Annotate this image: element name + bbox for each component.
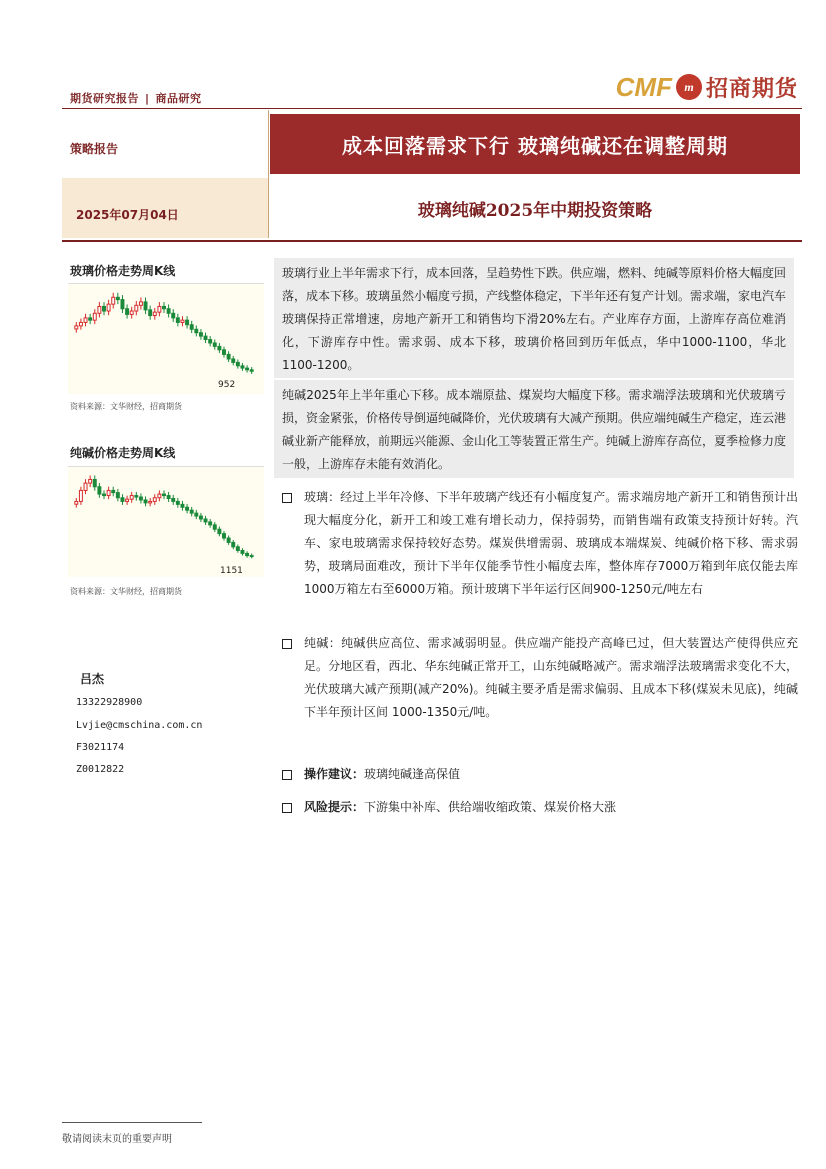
soda-chart [68,466,264,577]
soda-candle-body [213,525,216,529]
soda-candle-body [167,496,170,499]
soda-candle-body [204,519,207,522]
soda-candle-body [130,496,133,500]
author-name: 吕杰 [80,672,105,686]
risk-label: 风险提示： [304,800,365,814]
glass-candle-body [93,313,96,320]
soda-candle-body [199,516,202,519]
glass-candle-body [107,304,110,311]
soda-candle-body [107,490,110,495]
soda-chart-title: 纯碱价格走势周K线 [70,446,176,460]
report-subtitle: 玻璃纯碱2025年中期投资策略 [417,200,653,221]
bullet-soda-text: 纯碱：纯碱供应高位、需求减弱明显。供应端产能投产高峰已过，但大装置达产使得供应充足。分地区看，西北、华东纯碱正常开工，山东纯碱略减产。需求端浮法玻璃需求变化不大，光伏玻璃大减产预期(减产20%)。纯碱主要矛盾是需求偏弱、且成本下移(煤炭未见底)，纯碱下半年预计区间 1000-1350元/吨。 [304,636,798,719]
glass-candle-body [89,318,92,320]
company-logo [616,70,798,104]
soda-candle-body [135,496,138,497]
title-bottom-rule [62,240,802,242]
report-tag: 策略报告 [70,142,119,156]
soda-candle-body [181,504,184,507]
risk-warning [304,796,798,819]
soda-candle-body [153,498,156,502]
glass-candlestick-chart [68,284,264,394]
soda-candle-body [195,513,198,516]
glass-chart-source: 资料来源：文华财经，招商期货 [70,402,182,411]
report-type-header [70,90,202,106]
logo-badge-icon: m [676,74,702,100]
risk-text: 下游集中补库、供给端收缩政策、煤炭价格大涨 [364,800,617,814]
operation-text: 玻璃纯碱逢高保值 [364,767,461,781]
soda-candle-body [218,529,221,533]
glass-candle-body [112,297,115,304]
glass-candle-body [181,320,184,322]
logo-cmf: CMF [615,71,672,102]
soda-candle-body [103,494,106,495]
glass-candle-body [121,300,124,309]
operation-label: 操作建议： [304,767,365,781]
soda-candle-body [116,493,119,498]
glass-candle-body [209,340,212,343]
checkbox-icon [282,639,292,649]
soda-candle-body [112,490,115,492]
soda-candle-body [126,499,129,501]
bullet-risk [282,796,798,820]
soda-candle-body [246,553,249,555]
soda-candle-body [232,542,235,546]
title-divider [268,110,269,238]
author-email[interactable]: Lvjie@cmschina.com.cn [76,720,203,731]
soda-candle-body [98,487,101,494]
soda-candle-body [236,547,239,551]
bullet-operation [282,763,798,787]
soda-last-price-label: 1151 [220,566,243,576]
glass-candle-body [213,343,216,346]
glass-candle-body [126,309,129,315]
bullet-glass [282,486,798,626]
glass-candle-body [241,366,244,368]
glass-candle-body [98,306,101,313]
soda-candle-body [176,501,179,504]
bullet-soda [282,632,798,752]
author-license-f: F3021174 [76,742,125,753]
glass-candle-body [79,322,82,325]
summary-glass: 玻璃行业上半年需求下行，成本回落，呈趋势性下跌。供应端，燃料、纯碱等原料价格大幅度回落，成本下移。玻璃虽然小幅度亏损，产线整体稳定，下半年还有复产计划。需求端，家电汽车玻璃保持正常增速，房地产新开工和销售均下滑20%左右。产业库存方面，上游库存高位难消化，下游库存中性。需求弱、成本下移，玻璃价格回到历年低点，华中1000-1100，华北1100-1200。 [274,258,794,378]
glass-candle-body [163,306,166,308]
separator: | [145,92,150,105]
report-category: 商品研究 [155,92,202,105]
soda-candle-body [144,500,147,503]
soda-candlestick-chart [68,467,264,577]
glass-candle-body [158,306,161,312]
glass-candle-body [250,370,253,371]
soda-candle-body [75,501,78,504]
glass-candle-body [75,326,78,329]
glass-candle-body [190,325,193,330]
glass-candle-body [186,320,189,325]
soda-candle-body [121,498,124,502]
glass-candle-body [176,318,179,323]
bullet-glass-text: 玻璃：经过上半年冷修、下半年玻璃产线还有小幅度复产。需求端房地产新开工和销售预计出现大幅度分化，新开工和竣工难有增长动力，保持弱势，而销售端有政策支持预计好转。汽车、家电玻璃需求保持较好态势。煤炭供增需弱、玻璃成本端煤炭、纯碱价格下移、需求弱势，玻璃局面难改，预计下半年仅能季节性小幅度去库，整体库存7000万箱到年底仅能去库1000万箱左右至6000万箱。预计玻璃下半年运行区间900-1250元/吨左右 [304,490,798,596]
summary-soda: 纯碱2025年上半年重心下移。成本端原盐、煤炭均大幅度下移。需求端浮法玻璃和光伏玻璃亏损，资金紧张，价格传导倒逼纯碱降价，光伏玻璃有大减产预期。供应端纯碱生产稳定，连云港碱业新产能释放，前期远兴能源、金山化工等装置正常生产。纯碱上游库存高位，夏季检修力度一般，上游库存未能有效消化。 [274,380,794,478]
soda-candle-body [227,538,230,542]
glass-candle-body [84,318,87,323]
glass-candle-body [232,359,235,362]
soda-candle-body [190,510,193,513]
footer-disclaimer: 敬请阅读末页的重要声明 [62,1134,172,1145]
glass-candle-body [167,309,170,314]
soda-candle-body [84,483,87,490]
soda-candle-body [79,490,82,501]
glass-candle-body [199,333,202,336]
soda-candle-body [250,556,253,557]
glass-candle-body [103,306,106,311]
soda-candle-body [186,507,189,510]
glass-candle-body [223,350,226,355]
report-title: 成本回落需求下行 玻璃纯碱还在调整周期 [270,114,800,174]
soda-candle-body [149,501,152,502]
glass-candle-body [246,368,249,370]
soda-candle-body [209,522,212,525]
glass-candle-body [227,354,230,359]
checkbox-icon [282,770,292,780]
glass-candle-body [236,362,239,365]
soda-candle-body [93,479,96,486]
glass-candle-body [116,297,119,299]
report-type: 期货研究报告 [70,92,139,105]
glass-candle-body [139,302,142,305]
checkbox-icon [282,493,292,503]
soda-chart-source: 资料来源：文华财经，招商期货 [70,587,182,596]
soda-candle-body [163,494,166,495]
soda-candle-body [158,494,161,498]
glass-candle-body [135,305,138,311]
glass-chart-title: 玻璃价格走势周K线 [70,264,176,278]
report-date: 2025年07月04日 [76,208,179,222]
footer-rule [62,1122,202,1123]
glass-candle-body [218,346,221,349]
checkbox-icon [282,803,292,813]
glass-candle-body [204,336,207,339]
glass-last-price-label: 952 [218,380,236,390]
soda-candle-body [172,498,175,501]
glass-candle-body [130,311,133,314]
soda-candle-body [89,479,92,483]
operation-advice [304,763,798,786]
glass-candle-body [195,329,198,332]
header-divider [62,108,802,109]
logo-company-name: 招商期货 [705,76,798,102]
glass-candle-body [144,302,147,310]
glass-chart [68,283,264,394]
glass-candle-body [172,313,175,318]
soda-candle-body [241,550,244,553]
author-phone: 13322928900 [76,697,143,708]
glass-candle-body [153,312,156,315]
soda-candle-body [139,497,142,500]
soda-candle-body [223,534,226,538]
author-license-z: Z0012822 [76,764,125,775]
glass-candle-body [149,310,152,316]
